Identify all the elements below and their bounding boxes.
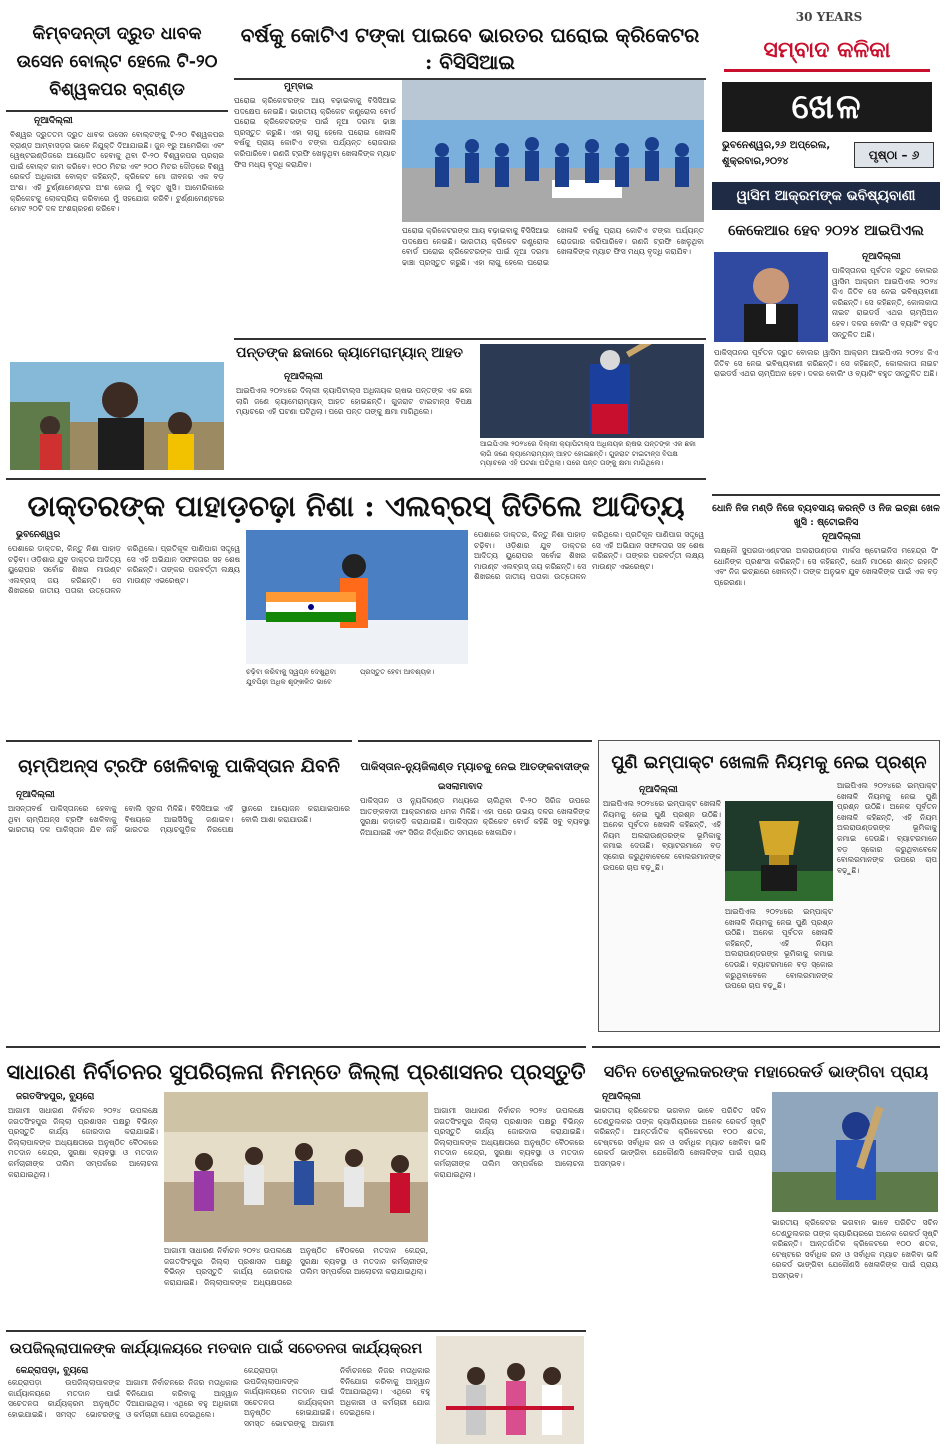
article-voting-headline: ଉପଜିଲ୍ଲାପାଳଙ୍କ କାର୍ଯ୍ୟାଳୟରେ ମତଦାନ ପାଇଁ ସଚେତନତା କାର୍ଯ୍ୟକ୍ରମ	[9, 1340, 423, 1357]
article-aditya-dateline: ଭୁବନେଶ୍ୱର	[16, 530, 61, 540]
article-akram-headline: କେକେଆର ହେବ ୨୦୨୪ ଆଇପିଏଲ	[728, 222, 924, 239]
article-voting-body: କେନ୍ଦ୍ରାପଡ଼ା ଉପଜିଲ୍ଲାପାଳଙ୍କ କାର୍ଯ୍ୟାଳୟରେ ମତଦାନ ପାଇଁ ସଚେତନତା କାର୍ଯ୍ୟକ୍ରମ ଅନୁଷ୍ଠିତ ହୋଇଯାଇଛି। ସମସ୍ତ ଭୋଟରଙ୍କୁ ଆଗାମୀ ନିର୍ବାଚନରେ ନିଜର ମତାଧିକାର ବିନିଯୋଗ କରିବାକୁ ଆହ୍ୱାନ ଦିଆଯାଇଥିଲା। ଏଥିରେ ବହୁ ଅଧିକାରୀ ଓ କର୍ମଚାରୀ ଯୋଗ ଦେଇଥିଲେ।	[8, 1378, 238, 1419]
article-pak-nz-dateline: ଇସଲାମାବାଦ	[438, 782, 483, 792]
akram-banner: ୱାସିମ ଆକ୍ରମଙ୍କ ଭବିଷ୍ୟବାଣୀ	[712, 182, 940, 210]
article-impact	[598, 740, 940, 1032]
article-election-body: ଆଗାମୀ ସାଧାରଣ ନିର୍ବାଚନ ୨୦୨୪ ଉପଲକ୍ଷେ ଜଗତସିଂହପୁର ଜିଲ୍ଲା ପ୍ରଶାସନ ପକ୍ଷରୁ ବିଭିନ୍ନ ପ୍ରସ୍ତୁତି କାର୍ଯ୍ୟ ଜୋରଦାର କରାଯାଇଛି। ଜିଲ୍ଲାପାଳଙ୍କ ଅଧ୍ୟକ୍ଷତାରେ ଅନୁଷ୍ଠିତ ବୈଠକରେ ମତଦାନ କେନ୍ଦ୍ର, ସୁରକ୍ଷା ବ୍ୟବସ୍ଥା ଓ ମତଦାନ କର୍ମଚାରୀଙ୍କ ତାଲିମ ସମ୍ପର୍କରେ ଆଲୋଚନା କରାଯାଇଥିଲା।	[8, 1106, 158, 1179]
article-champions-body: ଆସନ୍ତାବର୍ଷ ପାକିସ୍ତାନରେ ହେବାକୁ ଥିବା ଚାମ୍ପିଅନ୍ସ ଟ୍ରଫି ଖେଳିବାକୁ ଭାରତୀୟ ଦଳ ପାକିସ୍ତାନ ଯିବ ନାହିଁ ବୋଲି ସୂଚନା ମିଳିଛି। ବିସିସିଆଇ ଏହି ବିଷୟରେ ଆଇସିସିକୁ ଜଣାଇବ। ଭାରତର ମ୍ୟାଚଗୁଡ଼ିକ ନିରପେକ୍ଷ ସ୍ଥାନରେ ଆୟୋଜନ କରାଯାଇପାରେ ବୋଲି ଆଶା କରାଯାଉଛି।	[8, 804, 350, 835]
article-cameraman-caption: ଆଇପିଏଲ ୨୦୨୪ରେ ଦିଲ୍ଲୀ କ୍ୟାପିଟାଲ୍ସ ଅଧିନାୟକ ଋଷଭ ପନ୍ତଙ୍କ ଏକ ଛକା ଲାଗି ଜଣେ କ୍ୟାମେରାମ୍ୟାନ୍ ଆହତ ହୋଇଛନ୍ତି। ଗୁଜରାଟ ଟାଇଟାନ୍ସ ବିପକ୍ଷ ମ୍ୟାଚରେ ଏହି ଘଟଣା ଘଟିଥିଲା। ପରେ ପନ୍ତ ତାଙ୍କୁ କ୍ଷମା ମାଗିଥିଲେ।	[480, 440, 696, 467]
article-dhoni	[712, 494, 940, 734]
article-bolt	[6, 16, 228, 470]
voting-event-photo	[436, 1336, 584, 1444]
article-cameraman-dateline: ନୂଆଦିଲ୍ଲୀ	[284, 372, 323, 382]
page-label: ପୃଷ୍ଠା – ୬	[854, 142, 934, 168]
article-aditya	[6, 478, 706, 736]
article-bcci-body: ଘରୋଇ କ୍ରିକେଟରଙ୍କ ଆୟ ବଢ଼ାଇବାକୁ ବିସିସିଆଇ ପଦକ୍ଷେପ ନେଇଛି। ଭାରତୀୟ କ୍ରିକେଟ କଣ୍ଟ୍ରୋଲ ବୋର୍ଡ ଘରୋଇ କ୍ରିକେଟରଙ୍କ ପାଇଁ ନୂଆ ଦରମା ଢାଞ୍ଚା ପ୍ରସ୍ତୁତ କରୁଛି। ଏହା ଲାଗୁ ହେଲେ ଘରୋଇ ଖେଳାଳି ବର୍ଷକୁ ପ୍ରାୟ କୋଟିଏ ଟଙ୍କା ପର୍ଯ୍ୟନ୍ତ ରୋଜଗାର କରିପାରିବେ। ରଣଜି ଟ୍ରଫି ଖେଳୁଥିବା ଖେଳାଳିଙ୍କ ମ୍ୟାଚ ଫିସ ମଧ୍ୟ ବୃଦ୍ଧି କରାଯିବ।	[234, 96, 396, 169]
article-champions	[6, 740, 352, 1040]
bolt-photo	[10, 362, 224, 470]
article-champions-headline: ଚାମ୍ପିଅନ୍ସ ଟ୍ରଫି ଖେଳିବାକୁ ପାକିସ୍ତାନ ଯିବନି	[18, 756, 340, 777]
article-sachin	[592, 1046, 940, 1446]
years-badge: 30 YEARS	[795, 10, 863, 24]
article-akram-body-cont: ପାକିସ୍ତାନର ପୂର୍ବତନ ଦ୍ରୁତ ବୋଲର ୱାସିମ ଆକ୍ରମ ଆଇପିଏଲ ୨୦୨୪ କିଏ ଜିତିବ ସେ ନେଇ ଭବିଷ୍ୟବାଣୀ କରିଛନ୍ତି। ସେ କହିଛନ୍ତି, କୋଲକାତା ନାଇଟ ରାଇଡର୍ସ ଏଥର ଚାମ୍ପିଅନ ହେବ। ଦଳର ବୋଲିଂ ଓ ବ୍ୟାଟିଂ ବହୁତ ସନ୍ତୁଳିତ ଅଛି।	[714, 348, 938, 379]
article-akram	[712, 182, 940, 492]
article-cameraman-headline: ପନ୍ତଙ୍କ ଛକାରେ କ୍ୟାମେରାମ୍ୟାନ୍ ଆହତ	[236, 346, 463, 361]
article-bolt-headline: କିମ୍ବଦନ୍ତୀ ଦ୍ରୁତ ଧାବକ ଉସେନ ବୋଲ୍ଟ ହେଲେ ଟି-୨୦ ବିଶ୍ୱକପର ବ୍ରାଣ୍ଡ	[16, 24, 218, 100]
article-pak-nz	[358, 740, 592, 1040]
masthead	[712, 8, 940, 178]
article-impact-headline: ପୁଣି ଇମ୍ପାକ୍ଟ ଖେଳାଳି ନିୟମକୁ ନେଇ ପ୍ରଶ୍ନ	[611, 753, 927, 773]
article-cameraman	[234, 338, 706, 472]
dateline-city: ଭୁବନେଶ୍ୱର,୨୬ ଅପ୍ରେଲ,	[722, 140, 831, 151]
pant-photo	[480, 344, 704, 438]
article-cameraman-body: ଆଇପିଏଲ ୨୦୨୪ରେ ଦିଲ୍ଲୀ କ୍ୟାପିଟାଲ୍ସ ଅଧିନାୟକ ଋଷଭ ପନ୍ତଙ୍କ ଏକ ଛକା ଲାଗି ଜଣେ କ୍ୟାମେରାମ୍ୟାନ୍ ଆହତ ହୋଇଛନ୍ତି। ଗୁଜରାଟ ଟାଇଟାନ୍ସ ବିପକ୍ଷ ମ୍ୟାଚରେ ଏହି ଘଟଣା ଘଟିଥିଲା। ପରେ ପନ୍ତ ତାଙ୍କୁ କ୍ଷମା ମାଗିଥିଲେ।	[236, 386, 472, 417]
article-champions-dateline: ନୂଆଦିଲ୍ଲୀ	[16, 790, 55, 800]
article-voting-dateline: କେନ୍ଦ୍ରାପଡ଼ା, ବ୍ୟୁରୋ	[16, 1366, 89, 1376]
article-election-dateline: ଜଗତସିଂହପୁର, ବ୍ୟୁରୋ	[16, 1092, 95, 1102]
article-voting-body-cont: କେନ୍ଦ୍ରାପଡ଼ା ଉପଜିଲ୍ଲାପାଳଙ୍କ କାର୍ଯ୍ୟାଳୟରେ ମତଦାନ ପାଇଁ ସଚେତନତା କାର୍ଯ୍ୟକ୍ରମ ଅନୁଷ୍ଠିତ ହୋଇଯାଇଛି। ସମସ୍ତ ଭୋଟରଙ୍କୁ ଆଗାମୀ ନିର୍ବାଚନରେ ନିଜର ମତାଧିକାର ବିନିଯୋଗ କରିବାକୁ ଆହ୍ୱାନ ଦିଆଯାଇଥିଲା। ଏଥିରେ ବହୁ ଅଧିକାରୀ ଓ କର୍ମଚାରୀ ଯୋଗ ଦେଇଥିଲେ।	[244, 1366, 430, 1428]
sachin-photo	[772, 1092, 938, 1212]
article-akram-body: ପାକିସ୍ତାନର ପୂର୍ବତନ ଦ୍ରୁତ ବୋଲର ୱାସିମ ଆକ୍ରମ ଆଇପିଏଲ ୨୦୨୪ କିଏ ଜିତିବ ସେ ନେଇ ଭବିଷ୍ୟବାଣୀ କରିଛନ୍ତି। ସେ କହିଛନ୍ତି, କୋଲକାତା ନାଇଟ ରାଇଡର୍ସ ଏଥର ଚାମ୍ପିଅନ ହେବ। ଦଳର ବୋଲିଂ ଓ ବ୍ୟାଟିଂ ବହୁତ ସନ୍ତୁଳିତ ଅଛି।	[832, 266, 938, 339]
article-impact-body-right: ଆଇପିଏଲ ୨୦୨୪ରେ ଇମ୍ପାକ୍ଟ ଖେଳାଳି ନିୟମକୁ ନେଇ ପୁଣି ପ୍ରଶ୍ନ ଉଠିଛି। ଅନେକ ପୂର୍ବତନ ଖେଳାଳି କହିଛନ୍ତି, ଏହି ନିୟମ ଅଲରାଉଣ୍ଡରଙ୍କ ଭୂମିକାକୁ କମାଇ ଦେଉଛି। ବ୍ୟାଟରମାନେ ବଡ଼ ସ୍କୋର କରୁଥିବାବେଳେ ବୋଲରମାନଙ୍କ ଉପରେ ଚାପ ବଢ଼ୁଛି।	[837, 781, 937, 875]
article-sachin-body-right: ଭାରତୀୟ କ୍ରିକେଟର ଭଗବାନ ଭାବେ ପରିଚିତ ସଚିନ ତେଣ୍ଡୁଲକର ତାଙ୍କ କ୍ୟାରିୟରରେ ଅନେକ ରେକର୍ଡ ସୃଷ୍ଟି କରିଛନ୍ତି। ଆନ୍ତର୍ଜାତିକ କ୍ରିକେଟରେ ୧୦୦ ଶତକ, ଟେଷ୍ଟରେ ସର୍ବାଧିକ ରନ ଓ ସର୍ବାଧିକ ମ୍ୟାଚ ଖେଳିବା ଭଳି ରେକର୍ଡ ଭାଙ୍ଗିବା ଯେକୌଣସି ଖେଳାଳିଙ୍କ ପାଇଁ ପ୍ରାୟ ଅସମ୍ଭବ।	[772, 1218, 938, 1280]
article-aditya-caption: ଚଢ଼ିବା କରିବାକୁ ସ୍ୱପ୍ନ ଦେଖୁଥିବା ଯୁବପିଢ଼ୀ ଅଧିକ ଶୃଙ୍ଖଳିତ ଭାବେ ପ୍ରସ୍ତୁତ ହେବା ଆବଶ୍ୟକ।	[246, 668, 435, 686]
paper-name: ସମ୍ବାଦ କଳିକା	[724, 28, 930, 72]
article-dhoni-dateline: ନୂଆଦିଲ୍ଲୀ	[822, 532, 861, 542]
divider	[6, 110, 228, 112]
article-impact-body: ଆଇପିଏଲ ୨୦୨୪ରେ ଇମ୍ପାକ୍ଟ ଖେଳାଳି ନିୟମକୁ ନେଇ ପୁଣି ପ୍ରଶ୍ନ ଉଠିଛି। ଅନେକ ପୂର୍ବତନ ଖେଳାଳି କହିଛନ୍ତି, ଏହି ନିୟମ ଅଲରାଉଣ୍ଡରଙ୍କ ଭୂମିକାକୁ କମାଇ ଦେଉଛି। ବ୍ୟାଟରମାନେ ବଡ଼ ସ୍କୋର କରୁଥିବାବେଳେ ବୋଲରମାନଙ୍କ ଉପରେ ଚାପ ବଢ଼ୁଛି।	[603, 799, 721, 872]
article-bcci-dateline: ମୁମ୍ବାଇ	[284, 82, 314, 92]
article-pak-nz-body: ପାକିସ୍ତାନ ଓ ନ୍ୟୁଜିଲାଣ୍ଡ ମଧ୍ୟରେ ଚାଲିଥିବା ଟି-୨୦ ସିରିଜ ଉପରେ ଆତଙ୍କବାଦୀ ଆକ୍ରମଣର ଧମକ ମିଳିଛି। ଏହା ପରେ ଉଭୟ ଦଳର ଖେଳାଳିଙ୍କ ସୁରକ୍ଷା କଡ଼ାକଡ଼ି କରାଯାଇଛି। ପାକିସ୍ତାନ କ୍ରିକେଟ ବୋର୍ଡ କହିଛି ସବୁ ବ୍ୟବସ୍ଥା ନିଆଯାଇଛି ଏବଂ ସିରିଜ ନିର୍ଦ୍ଧାରିତ ସମୟରେ ଖେଳାଯିବ।	[360, 796, 590, 837]
article-impact-dateline: ନୂଆଦିଲ୍ଲୀ	[639, 785, 678, 795]
dateline-day: ଶୁକ୍ରବାର,୨୦୨୪	[722, 156, 789, 167]
article-bolt-dateline: ନୂଆଦିଲ୍ଲୀ	[34, 116, 73, 126]
article-aditya-body: ପେଶାରେ ଡାକ୍ତର, କିନ୍ତୁ ନିଶା ପାହାଡ଼ ଚଢ଼ିବା। ଓଡ଼ିଶାର ଯୁବ ଡାକ୍ତର ଆଦିତ୍ୟ ୟୁରୋପର ସର୍ବୋଚ୍ଚ ଶିଖର ମାଉଣ୍ଟ ଏଲବ୍ରସ୍ ଜୟ କରିଛନ୍ତି। ସେ ଶିଖରରେ ଜାତୀୟ ପତାକା ଉତ୍ତୋଳନ କରିଥିଲେ। ପ୍ରତିକୂଳ ପାଣିପାଗ ସତ୍ତ୍ୱେ ସେ ଏହି ଅଭିଯାନ ସଫଳତାର ସହ ଶେଷ କରିଛନ୍ତି। ତାଙ୍କର ପରବର୍ତ୍ତୀ ଲକ୍ଷ୍ୟ ମାଉଣ୍ଟ ଏଭରେଷ୍ଟ।	[8, 544, 240, 596]
article-aditya-body-cont: ପେଶାରେ ଡାକ୍ତର, କିନ୍ତୁ ନିଶା ପାହାଡ଼ ଚଢ଼ିବା। ଓଡ଼ିଶାର ଯୁବ ଡାକ୍ତର ଆଦିତ୍ୟ ୟୁରୋପର ସର୍ବୋଚ୍ଚ ଶିଖର ମାଉଣ୍ଟ ଏଲବ୍ରସ୍ ଜୟ କରିଛନ୍ତି। ସେ ଶିଖରରେ ଜାତୀୟ ପତାକା ଉତ୍ତୋଳନ କରିଥିଲେ। ପ୍ରତିକୂଳ ପାଣିପାଗ ସତ୍ତ୍ୱେ ସେ ଏହି ଅଭିଯାନ ସଫଳତାର ସହ ଶେଷ କରିଛନ୍ତି। ତାଙ୍କର ପରବର୍ତ୍ତୀ ଲକ୍ଷ୍ୟ ମାଉଣ୍ଟ ଏଭରେଷ୍ଟ।	[474, 530, 704, 582]
article-bcci-headline: ବର୍ଷକୁ କୋଟିଏ ଟଙ୍କା ପାଇବେ ଭାରତର ଘରୋଇ କ୍ରିକେଟର : ବିସିସିଆଇ	[240, 23, 700, 74]
article-sachin-headline: ସଚିନ ତେଣ୍ଡୁଲକରଙ୍କ ମହାରେକର୍ଡ ଭାଙ୍ଗିବା ପ୍ରାୟ	[603, 1062, 929, 1081]
article-dhoni-body: ଲକ୍ଷ୍ନୌ ସୁପରଜାଏଣ୍ଟସର ଅଲରାଉଣ୍ଡର ମାର୍କସ ଷ୍ଟୋଇନିସ ମହେନ୍ଦ୍ର ସିଂ ଧୋନିଙ୍କ ପ୍ରଶଂସା କରିଛନ୍ତି। ସେ କହିଛନ୍ତି, ଧୋନି ମାଠରେ ଶାନ୍ତ ରହନ୍ତି ଏବଂ ନିଜ ଇଚ୍ଛାରେ ଖେଳନ୍ତି। ତାଙ୍କ ଅନୁଭବ ଯୁବ ଖେଳାଳିଙ୍କ ପାଇଁ ଏକ ବଡ଼ ପ୍ରେରଣା।	[714, 546, 938, 587]
article-sachin-dateline: ନୂଆଦିଲ୍ଲୀ	[602, 1092, 641, 1102]
election-meeting-photo	[164, 1092, 428, 1242]
article-bolt-body: ବିଶ୍ୱର ଦ୍ରୁତତମ ଦ୍ରୁତ ଧାବକ ଉସେନ ବୋଲ୍ଟଙ୍କୁ ଟି-୨୦ ବିଶ୍ୱକପର ବ୍ରାଣ୍ଡ ଆମ୍ବାସଡ଼ର ଭାବେ ନିଯୁକ୍ତି ଦିଆଯାଇଛି। ଜୁନ ୧ରୁ ଆମେରିକା ଏବଂ ୱେଷ୍ଟଇଣ୍ଡିଜରେ ଆୟୋଜିତ ହେବାକୁ ଥିବା ଟି-୨୦ ବିଶ୍ୱକପର ପ୍ରଚାର ପାଇଁ ବୋଲ୍ଟ କାମ କରିବେ। ୧୦୦ ମିଟର ଏବଂ ୨୦୦ ମିଟର ଦୌଡ଼ରେ ବିଶ୍ୱ ରେକର୍ଡ ଅଧିକାରୀ ବୋଲ୍ଟ କହିଛନ୍ତି, କ୍ରିକେଟ ମୋ ଜୀବନର ଏକ ବଡ଼ ଅଂଶ। ଏହି ଟୁର୍ଣ୍ଣାମେଣ୍ଟର ଅଂଶ ହୋଇ ମୁଁ ବହୁତ ଖୁସି। ଆମେରିକାରେ କ୍ରିକେଟକୁ ଲୋକପ୍ରିୟ କରିବାରେ ମୁଁ ସହଯୋଗ କରିବି। ଟୁର୍ଣ୍ଣାମେଣ୍ଟରେ ମୋଟ ୨୦ଟି ଦଳ ଅଂଶଗ୍ରହଣ କରିବେ।	[10, 130, 224, 214]
article-election-body-right: ଆଗାମୀ ସାଧାରଣ ନିର୍ବାଚନ ୨୦୨୪ ଉପଲକ୍ଷେ ଜଗତସିଂହପୁର ଜିଲ୍ଲା ପ୍ରଶାସନ ପକ୍ଷରୁ ବିଭିନ୍ନ ପ୍ରସ୍ତୁତି କାର୍ଯ୍ୟ ଜୋରଦାର କରାଯାଇଛି। ଜିଲ୍ଲାପାଳଙ୍କ ଅଧ୍ୟକ୍ଷତାରେ ଅନୁଷ୍ଠିତ ବୈଠକରେ ମତଦାନ କେନ୍ଦ୍ର, ସୁରକ୍ଷା ବ୍ୟବସ୍ଥା ଓ ମତଦାନ କର୍ମଚାରୀଙ୍କ ତାଲିମ ସମ୍ପର୍କରେ ଆଲୋଚନା କରାଯାଇଥିଲା।	[434, 1106, 584, 1179]
article-voting	[6, 1330, 586, 1446]
article-pak-nz-headline: ପାକିସ୍ତାନ-ନ୍ୟୁଜିଲାଣ୍ଡ ମ୍ୟାଚକୁ ନେଇ ଆତଙ୍କବାଦୀଙ୍କ	[360, 761, 590, 773]
article-akram-dateline: ନୂଆଦିଲ୍ଲୀ	[862, 252, 901, 262]
article-aditya-headline: ଡାକ୍ତରଙ୍କ ପାହାଡ଼ଚଢ଼ା ନିଶା : ଏଲବ୍ରସ୍ ଜିତିଲେ ଆଦିତ୍ୟ	[27, 489, 685, 523]
aditya-summit-photo	[246, 530, 468, 664]
bcci-team-photo	[402, 80, 704, 222]
article-impact-body-mid: ଆଇପିଏଲ ୨୦୨୪ରେ ଇମ୍ପାକ୍ଟ ଖେଳାଳି ନିୟମକୁ ନେଇ ପୁଣି ପ୍ରଶ୍ନ ଉଠିଛି। ଅନେକ ପୂର୍ବତନ ଖେଳାଳି କହିଛନ୍ତି, ଏହି ନିୟମ ଅଲରାଉଣ୍ଡରଙ୍କ ଭୂମିକାକୁ କମାଇ ଦେଉଛି। ବ୍ୟାଟରମାନେ ବଡ଼ ସ୍କୋର କରୁଥିବାବେଳେ ବୋଲରମାନଙ୍କ ଉପରେ ଚାପ ବଢ଼ୁଛି।	[725, 907, 833, 991]
akram-photo	[714, 252, 828, 342]
article-election-headline: ସାଧାରଣ ନିର୍ବାଚନର ସୁପରିଚାଳନା ନିମନ୍ତେ ଜିଲ୍ଲା ପ୍ରଶାସନର ପ୍ରସ୍ତୁତି	[6, 1059, 586, 1084]
article-bcci-body-cont: ଘରୋଇ କ୍ରିକେଟରଙ୍କ ଆୟ ବଢ଼ାଇବାକୁ ବିସିସିଆଇ ପଦକ୍ଷେପ ନେଇଛି। ଭାରତୀୟ କ୍ରିକେଟ କଣ୍ଟ୍ରୋଲ ବୋର୍ଡ ଘରୋଇ କ୍ରିକେଟରଙ୍କ ପାଇଁ ନୂଆ ଦରମା ଢାଞ୍ଚା ପ୍ରସ୍ତୁତ କରୁଛି। ଏହା ଲାଗୁ ହେଲେ ଘରୋଇ ଖେଳାଳି ବର୍ଷକୁ ପ୍ରାୟ କୋଟିଏ ଟଙ୍କା ପର୍ଯ୍ୟନ୍ତ ରୋଜଗାର କରିପାରିବେ। ରଣଜି ଟ୍ରଫି ଖେଳୁଥିବା ଖେଳାଳିଙ୍କ ମ୍ୟାଚ ଫିସ ମଧ୍ୟ ବୃଦ୍ଧି କରାଯିବ।	[402, 226, 704, 267]
section-title: ଖେଳ	[722, 82, 932, 132]
article-election-body-cont: ଆଗାମୀ ସାଧାରଣ ନିର୍ବାଚନ ୨୦୨୪ ଉପଲକ୍ଷେ ଜଗତସିଂହପୁର ଜିଲ୍ଲା ପ୍ରଶାସନ ପକ୍ଷରୁ ବିଭିନ୍ନ ପ୍ରସ୍ତୁତି କାର୍ଯ୍ୟ ଜୋରଦାର କରାଯାଇଛି। ଜିଲ୍ଲାପାଳଙ୍କ ଅଧ୍ୟକ୍ଷତାରେ ଅନୁଷ୍ଠିତ ବୈଠକରେ ମତଦାନ କେନ୍ଦ୍ର, ସୁରକ୍ଷା ବ୍ୟବସ୍ଥା ଓ ମତଦାନ କର୍ମଚାରୀଙ୍କ ତାଲିମ ସମ୍ପର୍କରେ ଆଲୋଚନା କରାଯାଇଥିଲା।	[164, 1246, 428, 1287]
ipl-trophy-photo	[725, 801, 833, 901]
article-bcci	[234, 16, 706, 336]
article-election	[6, 1046, 586, 1326]
article-dhoni-headline: ଧୋନି ନିଜ ମଣ୍ଡି ନିଜେ ବ୍ୟବସାୟ କରନ୍ତି ଓ ନିଜ ଇଚ୍ଛା ଖେଳ ଖୁସି : ଷ୍ଟୋଇନିସ	[712, 503, 940, 528]
article-sachin-body: ଭାରତୀୟ କ୍ରିକେଟର ଭଗବାନ ଭାବେ ପରିଚିତ ସଚିନ ତେଣ୍ଡୁଲକର ତାଙ୍କ କ୍ୟାରିୟରରେ ଅନେକ ରେକର୍ଡ ସୃଷ୍ଟି କରିଛନ୍ତି। ଆନ୍ତର୍ଜାତିକ କ୍ରିକେଟରେ ୧୦୦ ଶତକ, ଟେଷ୍ଟରେ ସର୍ବାଧିକ ରନ ଓ ସର୍ବାଧିକ ମ୍ୟାଚ ଖେଳିବା ଭଳି ରେକର୍ଡ ଭାଙ୍ଗିବା ଯେକୌଣସି ଖେଳାଳିଙ୍କ ପାଇଁ ପ୍ରାୟ ଅସମ୍ଭବ।	[594, 1106, 766, 1168]
